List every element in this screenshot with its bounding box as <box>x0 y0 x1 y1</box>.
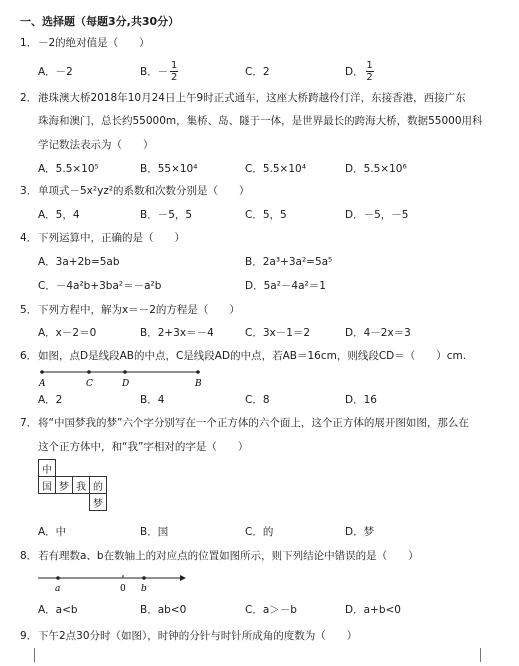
point-a-dot <box>40 370 44 374</box>
option-b[interactable]: B．国 <box>140 526 169 538</box>
option-d[interactable]: D．5a²－4a²＝1 <box>245 280 326 292</box>
option-a[interactable]: A．5，4 <box>38 209 80 221</box>
option-c[interactable]: C．的 <box>245 526 274 538</box>
point-a-dot <box>56 576 60 580</box>
question-7-line-2: 这个正方体中，和“我”字相对的字是（ ） <box>38 441 249 453</box>
denominator: 2 <box>366 72 373 83</box>
option-c[interactable]: C．5.5×10⁴ <box>245 163 306 175</box>
label-b: B <box>195 379 202 388</box>
question-1 <box>20 35 150 50</box>
question-2-line-3: 学记数法表示为（ ） <box>38 139 154 151</box>
question-number: 6． <box>20 350 38 362</box>
option-a[interactable]: A．x－2＝0 <box>38 327 97 339</box>
question-text: 单项式－5x²yz²的系数和次数分别是（ ） <box>38 185 250 197</box>
label-zero: 0 <box>120 584 126 594</box>
option-a[interactable]: A．5.5×10⁵ <box>38 163 99 175</box>
question-1-options <box>0 60 519 84</box>
question-7-options <box>0 524 519 548</box>
question-number: 1． <box>20 37 38 49</box>
option-a[interactable]: A．2 <box>38 394 63 406</box>
section-title: 一、选择题（每题3分,共30分） <box>20 15 180 28</box>
option-d[interactable]: D．5.5×10⁶ <box>345 163 407 175</box>
option-d[interactable]: D．a+b<0 <box>345 604 401 616</box>
option-c[interactable]: C．a＞－b <box>245 604 297 616</box>
question-number: 7． <box>20 417 38 429</box>
option-b[interactable]: B．55×10⁴ <box>140 163 198 175</box>
option-b[interactable]: B．2+3x＝－4 <box>140 327 214 339</box>
number-line <box>30 570 190 594</box>
question-number: 4． <box>20 232 38 244</box>
point-b-dot <box>142 576 146 580</box>
numerator: 1 <box>171 60 178 71</box>
fraction <box>366 60 374 83</box>
option-a[interactable]: A．－2 <box>38 66 73 78</box>
option-d-prefix: D． <box>345 66 364 78</box>
option-c[interactable]: C．－4a²b+3ba²＝－a²b <box>38 280 162 292</box>
cube-face: 梦 <box>55 476 73 494</box>
option-c[interactable]: C．8 <box>245 394 270 406</box>
corner-mark-right <box>480 648 493 662</box>
point-b-dot <box>196 370 200 374</box>
label-b: b <box>141 584 147 594</box>
cube-face: 梦 <box>89 493 107 511</box>
question-number: 5． <box>20 304 38 316</box>
question-text: 下午2点30分时（如图），时钟的分针与时针所成角的度数为（ ） <box>38 630 358 642</box>
question-2-options <box>0 161 519 185</box>
option-b[interactable]: B．4 <box>140 394 165 406</box>
question-5-options <box>0 325 519 349</box>
question-3 <box>20 183 250 198</box>
option-c[interactable]: C．3x－1＝2 <box>245 327 311 339</box>
option-d[interactable]: D．16 <box>345 394 377 406</box>
option-d[interactable]: D．梦 <box>345 526 375 538</box>
option-b[interactable]: B．－5，5 <box>140 209 193 221</box>
label-c: C <box>86 379 93 388</box>
question-text-line-1: 港珠澳大桥2018年10月24日上午9时正式通车，这座大桥跨越伶仃洋，东接香港，西接广东 <box>38 92 466 104</box>
arrow-right-icon <box>180 575 186 581</box>
cube-face: 我 <box>72 476 90 494</box>
question-2-line-2: 珠海和澳门，总长约55000m，集桥、岛、隧于一体，是世界最长的跨海大桥，数据55000用科 <box>38 115 483 127</box>
numerator: 1 <box>366 60 373 71</box>
question-number: 8． <box>20 550 38 562</box>
question-3-options <box>0 207 519 231</box>
question-number: 3． <box>20 185 38 197</box>
question-5 <box>20 302 240 317</box>
question-text: －2的绝对值是（ ） <box>38 37 150 49</box>
denominator: 2 <box>171 72 178 83</box>
question-6 <box>20 348 466 363</box>
question-text-line-1: 将“中国梦我的梦”六个字分别写在一个正方体的六个面上，这个正方体的展开图如图，那么在 <box>38 417 469 429</box>
fraction <box>170 60 178 83</box>
question-number: 2． <box>20 92 38 104</box>
option-d[interactable] <box>345 60 374 83</box>
option-a[interactable]: A．a<b <box>38 604 78 616</box>
question-number: 9． <box>20 630 38 642</box>
label-a: A <box>39 379 46 388</box>
question-text: 下列运算中，正确的是（ ） <box>38 232 185 244</box>
cube-face: 国 <box>38 476 56 494</box>
option-b[interactable]: B．2a³+3a²=5a⁵ <box>245 256 333 268</box>
point-d-dot <box>123 370 127 374</box>
question-8 <box>20 548 419 563</box>
question-text: 如图，点D是线段AB的中点，C是线段AD的中点，若AB＝16cm，则线段CD＝（ ）cm. <box>38 350 467 362</box>
question-8-options <box>0 602 519 626</box>
question-9 <box>20 628 357 643</box>
question-6-options <box>0 392 519 416</box>
option-d[interactable]: D．－5，－5 <box>345 209 409 221</box>
option-a[interactable]: A．3a+2b=5ab <box>38 256 120 268</box>
segment-diagram <box>30 364 220 388</box>
option-c[interactable]: C．2 <box>245 66 270 78</box>
option-b-prefix: B．－ <box>140 66 169 78</box>
option-d[interactable]: D．4－2x＝3 <box>345 327 411 339</box>
option-a[interactable]: A．中 <box>38 526 67 538</box>
option-b[interactable]: B．ab<0 <box>140 604 187 616</box>
question-2 <box>20 90 466 105</box>
cube-face: 中 <box>38 459 56 477</box>
question-4-options-row-1 <box>0 254 519 278</box>
option-c[interactable]: C．5，5 <box>245 209 287 221</box>
question-4-options-row-2 <box>0 278 519 302</box>
question-4 <box>20 230 185 245</box>
point-c-dot <box>87 370 91 374</box>
label-a: a <box>55 584 61 594</box>
corner-mark-left <box>22 648 35 662</box>
option-b[interactable] <box>140 60 178 83</box>
question-text: 下列方程中，解为x＝－2的方程是（ ） <box>38 304 240 316</box>
question-text: 若有理数a、b在数轴上的对应点的位置如图所示，则下列结论中错误的是（ ） <box>38 550 419 562</box>
cube-face: 的 <box>89 476 107 494</box>
label-d: D <box>122 379 130 388</box>
question-7 <box>20 415 469 430</box>
